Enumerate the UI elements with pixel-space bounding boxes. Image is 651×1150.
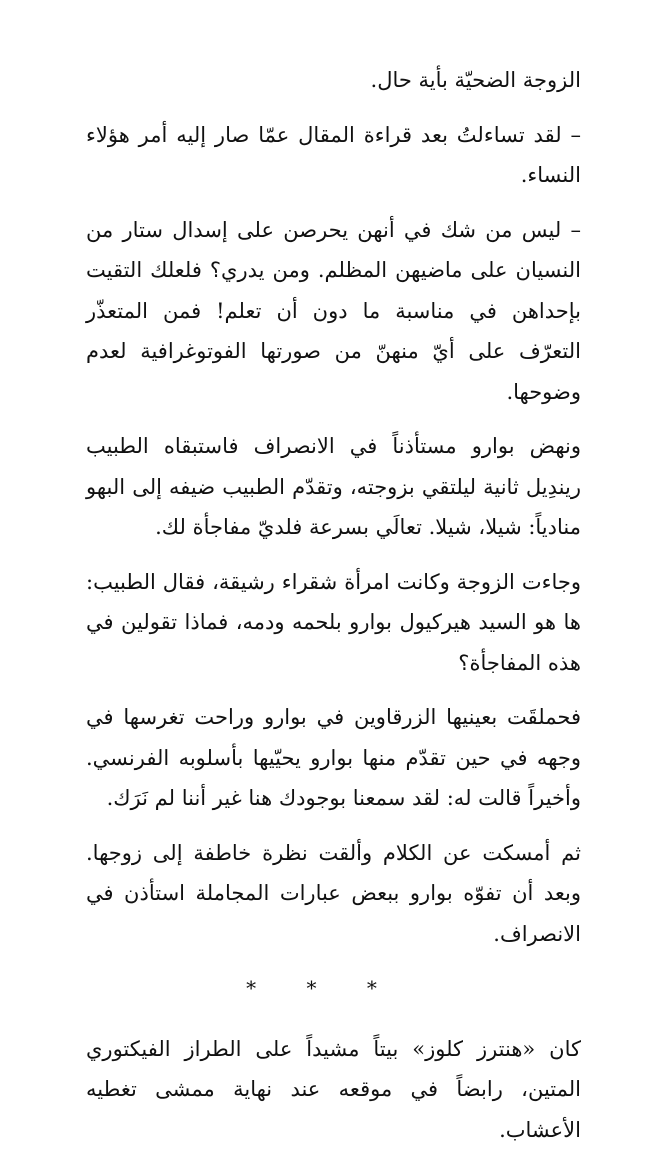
paragraph-3: – ليس من شك في أنهن يحرصن على إسدال ستار من النسيان على ماضيهن المظلم. ومن يدري؟ فلعلك التقيت بإحداهن في مناسبة ما دون أن تعلم! فمن المتعذّر التعرّف على أيّ منهنّ من صورتها الفوتوغرافية لعدم وضوحها. xyxy=(86,210,581,413)
paragraph-5: وجاءت الزوجة وكانت امرأة شقراء رشيقة، فقال الطبيب: ها هو السيد هيركيول بوارو بلحمه ودمه، فماذا تقولين في هذه المفاجأة؟ xyxy=(86,562,581,684)
paragraph-8: كان «هنترز كلوز» بيتاً مشيداً على الطراز الفيكتوري المتين، رابضاً في موقعه عند نهاية ممشى تغطيه الأعشاب. xyxy=(86,1029,581,1150)
paragraph-2: – لقد تساءلتُ بعد قراءة المقال عمّا صار إليه أمر هؤلاء النساء. xyxy=(86,115,581,196)
paragraph-1: الزوجة الضحيّة بأية حال. xyxy=(86,60,581,101)
section-separator: * * * xyxy=(86,968,581,1009)
paragraph-7: ثم أمسكت عن الكلام وألقت نظرة خاطفة إلى زوجها. وبعد أن تفوّه بوارو ببعض عبارات المجاملة استأذن في الانصراف. xyxy=(86,833,581,955)
paragraph-6: فحملقَت بعينيها الزرقاوين في بوارو وراحت تغرسها في وجهه في حين تقدّم منها بوارو يحيّيها بأسلوبه الفرنسي. وأخيراً قالت له: لقد سمعنا بوجودك هنا غير أننا لم نَرَك. xyxy=(86,697,581,819)
book-page xyxy=(86,60,581,1000)
paragraph-4: ونهض بوارو مستأذناً في الانصراف فاستبقاه الطبيب ريندِيل ثانية ليلتقي بزوجته، وتقدّم الطبيب ضيفه إلى البهو منادياً: شيلا، شيلا. تعالَي بسرعة فلديّ مفاجأة لك. xyxy=(86,426,581,548)
